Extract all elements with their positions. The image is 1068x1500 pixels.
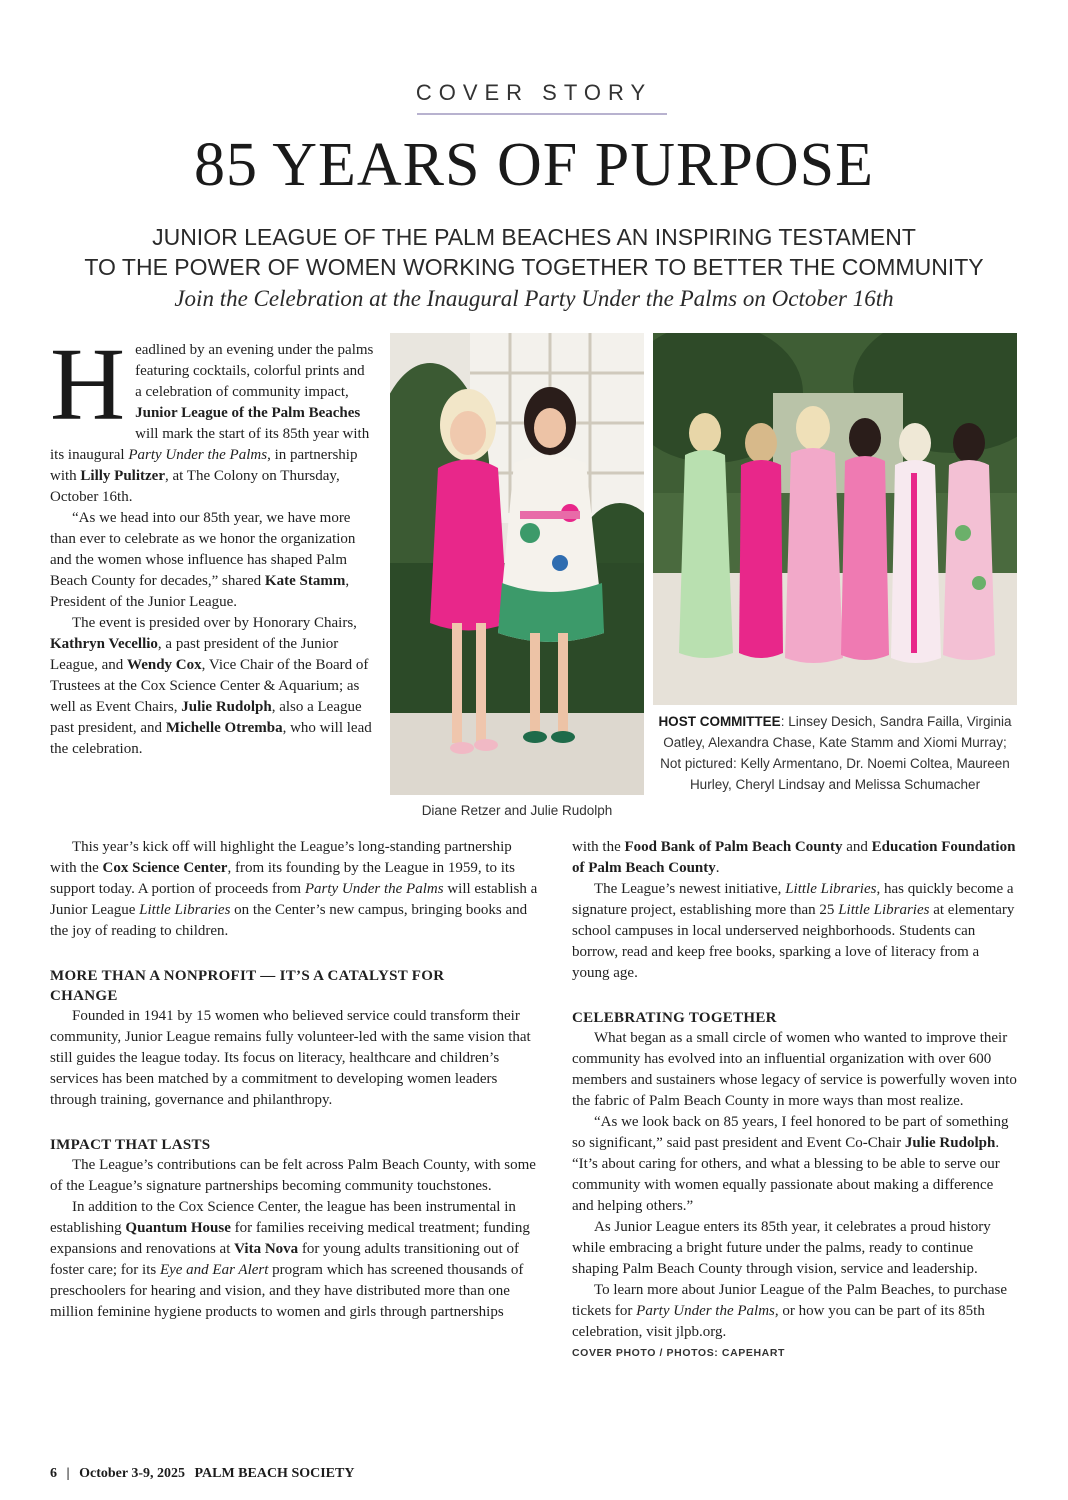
paragraph: In addition to the Cox Science Center, the league has been instrumental in establishing Quantum House for families receiving medical treatment; funding expansions and renovations at Vita Nova for young adults transitioning out of foster care; for its Eye and Ear Alert program which has screened thousands of preschoolers for hearing and vision, and they have distributed more than one million feminine hygiene products to women and girls through partnerships <box>50 1199 530 1320</box>
paragraph: The League’s newest initiative, Little Libraries, has quickly become a signature project, establishing more than 25 Little Libraries at elementary school campuses in local underserved neighborhoods. Students can borrow, read and keep free books, sparking a love of literacy from a young age. <box>572 881 1015 981</box>
section-heading-impact: IMPACT THAT LASTS <box>50 1137 211 1153</box>
tagline: Join the Celebration at the Inaugural Party Under the Palms on October 16th <box>174 286 894 311</box>
paragraph: As Junior League enters its 85th year, it celebrates a proud history while embracing a bright future under the palms, ready to continue shaping Palm Beach County through vision, service and leadership. <box>572 1219 991 1277</box>
subhead-line-2: TO THE POWER OF WOMEN WORKING TOGETHER TO BETTER THE COMMUNITY <box>84 254 984 280</box>
page-title: 85 YEARS OF PURPOSE <box>194 131 874 199</box>
section-kicker: COVER STORY <box>415 80 653 105</box>
publication-name: PALM BEACH SOCIETY <box>194 1466 355 1481</box>
paragraph: with the Food Bank of Palm Beach County and Education Foundation of Palm Beach County. <box>572 839 1016 876</box>
photo-diane-julie <box>390 333 644 795</box>
photo-host-committee <box>653 333 1017 705</box>
intro-column <box>50 327 375 760</box>
folio-separator: | <box>66 1466 70 1481</box>
photo-caption-left: Diane Retzer and Julie Rudolph <box>421 803 613 818</box>
issue-date: October 3-9, 2025 <box>79 1466 185 1481</box>
intro-paragraph: Headlined by an evening under the palms featuring cocktails, colorful prints and a celebration of community impact, Junior League of the Palm Beaches will mark the start of its 85th year with its inaugural Party Under the Palms, in partnership with Lilly Pulitzer, at The Colony on Thursday, October 16th. <box>50 327 374 505</box>
org-name: Junior League of the Palm Beaches <box>135 405 361 421</box>
photo-credit: COVER PHOTO / PHOTOS: CAPEHART <box>572 1347 786 1359</box>
photo-illustration <box>653 333 1017 705</box>
paragraph: The League’s contributions can be felt across Palm Beach County, with some of the League’s signature partnerships becoming community touchstones. <box>50 1157 536 1194</box>
section-heading-catalyst: MORE THAN A NONPROFIT — IT’S A CATALYST FOR CHANGE <box>50 968 445 1004</box>
caption-label: HOST COMMITTEE <box>658 714 781 729</box>
photo-caption-right: HOST COMMITTEE: Linsey Desich, Sandra Failla, Virginia Oatley, Alexandra Chase, Kate Stamm and Xiomi Murray; Not pictured: Kelly Armentano, Dr. Noemi Coltea, Maureen Hurley, Cheryl Lindsay and Melissa Schumacher <box>658 714 1012 792</box>
page-folio <box>50 1466 354 1482</box>
photo-illustration <box>390 333 644 795</box>
subheadline <box>0 222 1068 282</box>
right-column <box>572 837 1018 1364</box>
paragraph: This year’s kick off will highlight the League’s long-standing partnership with the Cox Science Center, from its founding by the League in 1959, to its support today. A portion of proceeds from Party Under the Palms will establish a Junior League Little Libraries on the Center’s new campus, bringing books and the joy of reading to children. <box>50 839 538 939</box>
paragraph: “As we look back on 85 years, I feel honored to be part of something so significant,” said past president and Event Co-Chair Julie Rudolph. “It’s about caring for others, and what a blessing to be able to serve our community with women equally passionate about making a difference and helping others.” <box>572 1114 1009 1214</box>
paragraph: Founded in 1941 by 15 women who believed service could transform their community, Junior League remains fully volunteer-led with the same vision that still guides the league today. Its focus on literacy, healthcare and children’s services has been matched by a commitment to developing women leaders through training, governance and philanthropy. <box>50 1008 531 1108</box>
kicker-rule <box>417 113 667 115</box>
subhead-line-1: JUNIOR LEAGUE OF THE PALM BEACHES AN INSPIRING TESTAMENT <box>152 224 916 250</box>
drop-cap: H <box>50 327 126 442</box>
paragraph: The event is presided over by Honorary Chairs, Kathryn Vecellio, a past president of the Junior League, and Wendy Cox, Vice Chair of the Board of Trustees at the Cox Science Center & Aquarium; as well as Event Chairs, Julie Rudolph, also a League past president, and Michelle Otremba, who will lead the celebration. <box>50 615 372 757</box>
paragraph: “As we head into our 85th year, we have more than ever to celebrate as we honor the organization and the women whose influence has shaped Palm Beach County for decades,” shared Kate Stamm, President of the Junior League. <box>50 510 356 610</box>
paragraph: What began as a small circle of women who wanted to improve their community has evolved into an influential organization with over 600 members and sustainers whose legacy of service is powerfully woven into the fabric of Palm Beach County in more ways than most realize. <box>572 1030 1017 1109</box>
left-column <box>50 837 540 1323</box>
page-number: 6 <box>50 1466 57 1481</box>
paragraph: To learn more about Junior League of the Palm Beaches, to purchase tickets for Party Under the Palms, or how you can be part of its 85th celebration, visit jlpb.org. <box>572 1282 1007 1340</box>
section-heading-celebrating: CELEBRATING TOGETHER <box>572 1010 777 1026</box>
